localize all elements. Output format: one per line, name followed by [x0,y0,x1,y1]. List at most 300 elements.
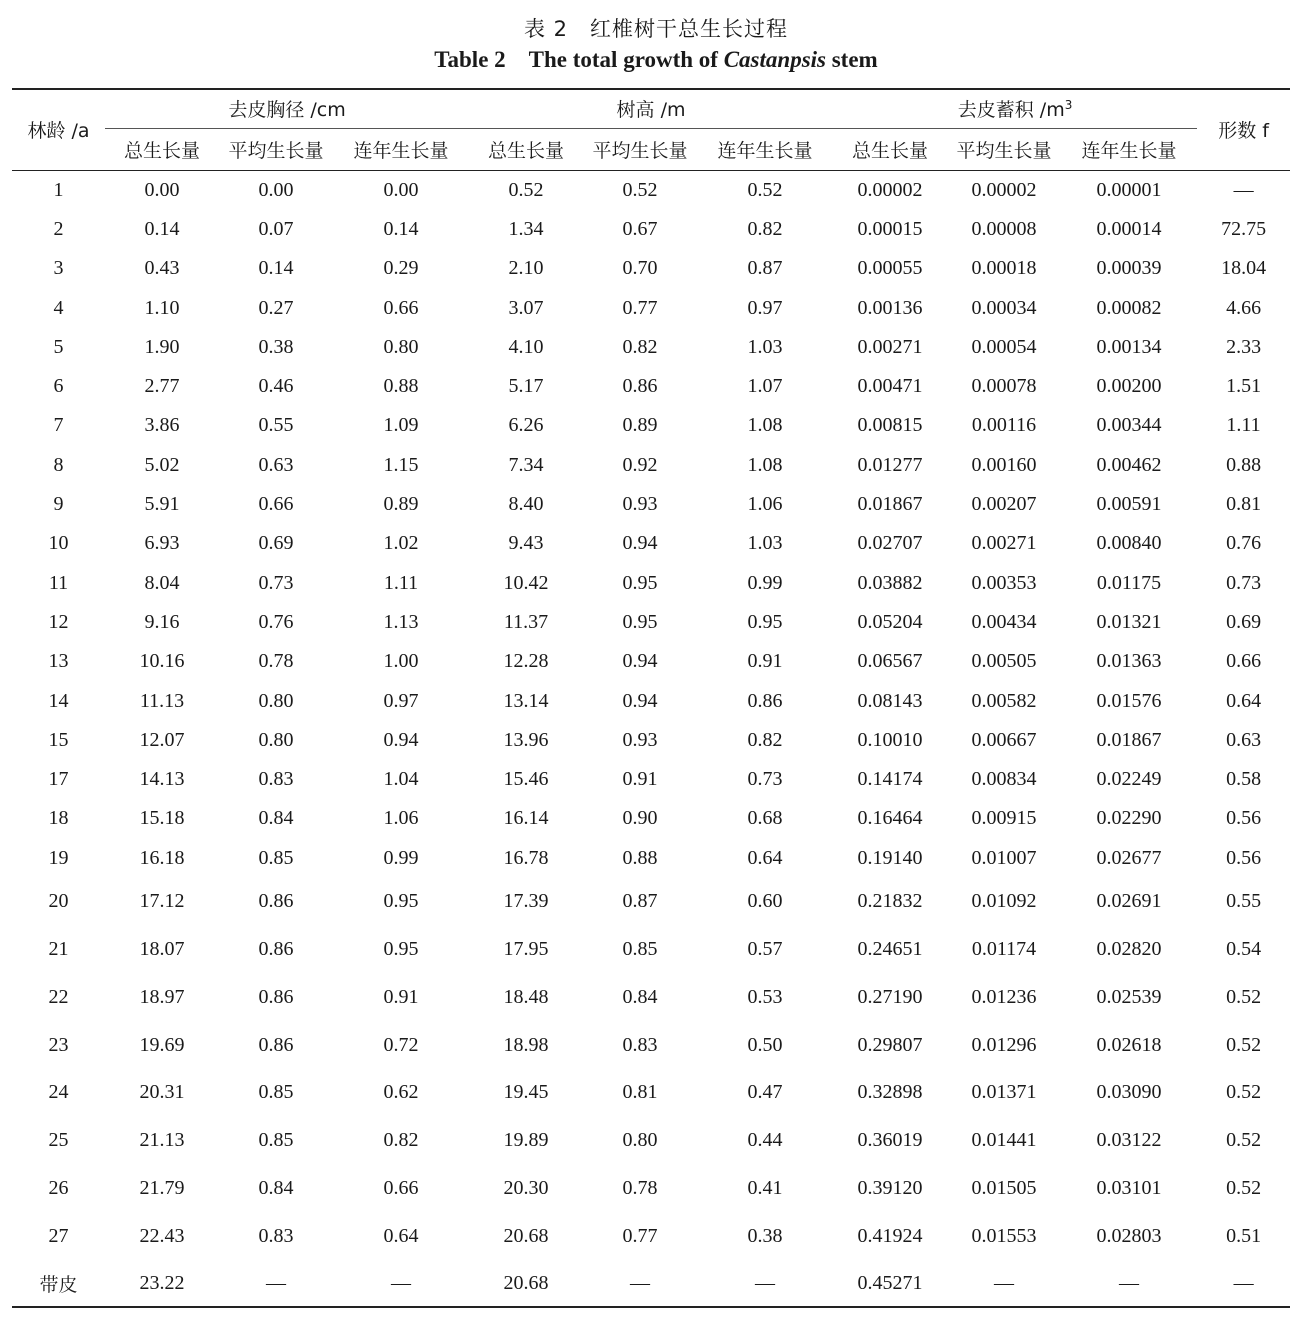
table-title-en [0,45,1312,75]
header-volume-superscript: 3 [1064,98,1073,113]
cell-volume-mean: 0.00207 [971,493,1037,516]
cell-dbh-mean: 0.14 [258,257,294,280]
cell-dbh-annual: 0.62 [383,1081,419,1104]
cell-form-factor: 0.52 [1226,1177,1262,1200]
cell-volume-mean: 0.00034 [971,296,1037,319]
cell-height-mean: 0.93 [622,493,658,516]
cell-dbh-mean: 0.86 [258,890,294,913]
cell-volume-total: 0.00136 [857,296,923,319]
cell-dbh-total: 12.07 [139,728,185,751]
cell-volume-mean: 0.00505 [971,650,1037,673]
cell-age: 带皮 [39,1273,78,1296]
cell-height-total: 6.26 [508,414,544,437]
cell-dbh-total: 0.14 [144,217,180,240]
cell-volume-total: 0.14174 [857,768,923,791]
cell-dbh-total: 23.22 [139,1271,185,1294]
cell-form-factor: 1.51 [1226,375,1262,398]
cell-dbh-annual: 1.13 [383,610,419,633]
cell-height-mean: 0.83 [622,1033,658,1056]
header-volume-label: 去皮蓄积 /m [957,99,1065,122]
cell-form-factor: 0.51 [1226,1224,1262,1247]
cell-dbh-total: 1.10 [144,296,180,319]
cell-dbh-mean: 0.83 [258,1224,294,1247]
cell-volume-annual: 0.03101 [1096,1177,1162,1200]
cell-volume-annual: 0.00840 [1096,532,1162,555]
cell-dbh-annual: 0.00 [383,178,419,201]
cell-dbh-total: 3.86 [144,414,180,437]
cell-age: 5 [53,335,64,358]
cell-age: 6 [53,375,64,398]
cell-volume-mean: 0.00915 [971,807,1037,830]
cell-dbh-annual: 1.02 [383,532,419,555]
cell-form-factor: 0.54 [1226,938,1262,961]
cell-dbh-annual: — [391,1271,412,1294]
cell-dbh-mean: 0.63 [258,453,294,476]
cell-height-total: 20.68 [503,1271,549,1294]
cell-height-mean: 0.86 [622,375,658,398]
cell-form-factor: 0.55 [1226,890,1262,913]
cell-height-mean: 0.92 [622,453,658,476]
cell-dbh-total: 19.69 [139,1033,185,1056]
cell-volume-mean: — [994,1271,1015,1294]
cell-volume-annual: 0.00082 [1096,296,1162,319]
cell-volume-total: 0.39120 [857,1177,923,1200]
cell-dbh-annual: 0.80 [383,335,419,358]
table-row [12,524,1290,563]
cell-form-factor: 0.66 [1226,650,1262,673]
cell-form-factor: 0.56 [1226,807,1262,830]
cell-dbh-mean: 0.85 [258,1081,294,1104]
cell-height-annual: 0.87 [747,257,783,280]
table-row [12,1165,1290,1213]
cell-volume-total: 0.29807 [857,1033,923,1056]
cell-dbh-annual: 1.04 [383,768,419,791]
cell-volume-total: 0.00271 [857,335,923,358]
cell-volume-mean: 0.00002 [971,178,1037,201]
cell-age: 8 [53,453,64,476]
cell-dbh-total: 6.93 [144,532,180,555]
cell-volume-total: 0.24651 [857,938,923,961]
cell-volume-total: 0.41924 [857,1224,923,1247]
cell-height-annual: 0.97 [747,296,783,319]
cell-dbh-mean: 0.38 [258,335,294,358]
table-row [12,926,1290,974]
cell-height-annual: 0.47 [747,1081,783,1104]
cell-volume-total: 0.03882 [857,571,923,594]
cell-volume-total: 0.08143 [857,689,923,712]
cell-form-factor: 18.04 [1221,257,1267,280]
table-row [12,563,1290,602]
cell-height-total: 12.28 [503,650,549,673]
cell-form-factor: 0.52 [1226,1081,1262,1104]
cell-volume-total: 0.00002 [857,178,923,201]
cell-height-mean: 0.94 [622,650,658,673]
cell-dbh-mean: 0.46 [258,375,294,398]
cell-volume-annual: 0.00039 [1096,257,1162,280]
cell-age: 22 [48,985,69,1008]
table-row [12,681,1290,720]
cell-height-annual: 1.08 [747,414,783,437]
cell-form-factor: 0.58 [1226,768,1262,791]
cell-height-mean: 0.81 [622,1081,658,1104]
cell-dbh-annual: 0.95 [383,890,419,913]
cell-height-total: 18.48 [503,985,549,1008]
cell-height-total: 2.10 [508,257,544,280]
cell-height-total: 17.39 [503,890,549,913]
cell-dbh-annual: 0.29 [383,257,419,280]
table-row [12,288,1290,327]
cell-volume-mean: 0.01371 [971,1081,1037,1104]
cell-volume-annual: 0.01175 [1096,571,1162,594]
cell-dbh-mean: 0.83 [258,768,294,791]
cell-height-annual: 0.38 [747,1224,783,1247]
cell-volume-mean: 0.00078 [971,375,1037,398]
cell-dbh-annual: 0.66 [383,296,419,319]
cell-dbh-annual: 0.91 [383,985,419,1008]
cell-volume-annual: 0.00200 [1096,375,1162,398]
table-title-en-prefix: Table 2 The total growth of [434,47,724,72]
cell-volume-annual: 0.01321 [1096,610,1162,633]
cell-dbh-total: 15.18 [139,807,185,830]
cell-volume-mean: 0.01092 [971,890,1037,913]
cell-height-total: 10.42 [503,571,549,594]
table-row [12,249,1290,288]
cell-volume-total: 0.36019 [857,1129,923,1152]
cell-form-factor: 0.73 [1226,571,1262,594]
header-dbh-group: 去皮胸径 /cm [105,89,469,128]
table-row [12,328,1290,367]
header-height-group: 树高 /m [469,89,833,128]
cell-volume-total: 0.45271 [857,1271,923,1294]
cell-height-total: 15.46 [503,768,549,791]
header-sub-height-annual: 连年生长量 [697,128,833,170]
cell-age: 14 [48,689,69,712]
cell-age: 21 [48,938,69,961]
cell-age: 19 [48,846,69,869]
cell-dbh-total: 0.00 [144,178,180,201]
cell-age: 18 [48,807,69,830]
cell-volume-annual: 0.00001 [1096,178,1162,201]
cell-age: 15 [48,728,69,751]
cell-volume-mean: 0.01441 [971,1129,1037,1152]
cell-form-factor: — [1233,1271,1254,1294]
table-row [12,210,1290,249]
cell-form-factor: 1.11 [1226,414,1261,437]
cell-height-annual: 0.82 [747,728,783,751]
header-sub-dbh-mean: 平均生长量 [219,128,333,170]
cell-height-annual: 0.52 [747,178,783,201]
cell-dbh-mean: 0.27 [258,296,294,319]
table-row [12,1212,1290,1260]
cell-height-annual: 1.03 [747,532,783,555]
cell-height-annual: 0.44 [747,1129,783,1152]
cell-height-mean: 0.84 [622,985,658,1008]
cell-dbh-annual: 1.09 [383,414,419,437]
cell-volume-annual: 0.02803 [1096,1224,1162,1247]
table-row [12,406,1290,445]
cell-dbh-annual: 0.99 [383,846,419,869]
cell-dbh-total: 9.16 [144,610,180,633]
cell-age: 10 [48,532,69,555]
cell-height-total: 11.37 [503,610,549,633]
table-title-cn: 表 2 红椎树干总生长过程 [523,17,789,41]
cell-volume-annual: 0.02691 [1096,890,1162,913]
cell-age: 12 [48,610,69,633]
cell-height-total: 13.96 [503,728,549,751]
cell-volume-mean: 0.01296 [971,1033,1037,1056]
cell-form-factor: 0.69 [1226,610,1262,633]
cell-age: 2 [53,217,64,240]
cell-dbh-total: 5.91 [144,493,180,516]
cell-volume-total: 0.21832 [857,890,923,913]
cell-dbh-total: 18.07 [139,938,185,961]
cell-dbh-mean: 0.69 [258,532,294,555]
cell-height-total: 19.89 [503,1129,549,1152]
cell-dbh-annual: 0.94 [383,728,419,751]
cell-dbh-annual: 0.14 [383,217,419,240]
table-row [12,973,1290,1021]
cell-height-total: 18.98 [503,1033,549,1056]
cell-dbh-annual: 0.88 [383,375,419,398]
cell-age: 23 [48,1033,69,1056]
cell-height-annual: 0.82 [747,217,783,240]
cell-height-mean: 0.78 [622,1177,658,1200]
cell-dbh-mean: 0.86 [258,938,294,961]
cell-volume-annual: 0.02820 [1096,938,1162,961]
cell-form-factor: 72.75 [1221,217,1267,240]
cell-height-annual: 0.99 [747,571,783,594]
cell-height-annual: 0.73 [747,768,783,791]
cell-dbh-total: 21.13 [139,1129,185,1152]
cell-volume-mean: 0.00353 [971,571,1037,594]
cell-volume-total: 0.06567 [857,650,923,673]
header-sub-dbh-annual: 连年生长量 [333,128,469,170]
cell-height-total: 9.43 [508,532,544,555]
table-caption [0,16,1312,75]
cell-dbh-mean: 0.66 [258,493,294,516]
cell-dbh-total: 17.12 [139,890,185,913]
cell-form-factor: 0.52 [1226,985,1262,1008]
cell-height-total: 7.34 [508,453,544,476]
cell-height-mean: 0.88 [622,846,658,869]
cell-height-mean: 0.90 [622,807,658,830]
cell-volume-total: 0.00055 [857,257,923,280]
cell-form-factor: 0.52 [1226,1033,1262,1056]
cell-dbh-total: 1.90 [144,335,180,358]
cell-volume-mean: 0.00582 [971,689,1037,712]
cell-age: 25 [48,1129,69,1152]
cell-height-total: 3.07 [508,296,544,319]
cell-height-annual: 0.41 [747,1177,783,1200]
table-row [12,170,1290,210]
cell-form-factor: 0.52 [1226,1129,1262,1152]
cell-age: 13 [48,650,69,673]
cell-dbh-annual: 0.89 [383,493,419,516]
cell-volume-annual: 0.00344 [1096,414,1162,437]
cell-height-total: 20.30 [503,1177,549,1200]
header-age: 林龄 /a [12,89,105,170]
cell-age: 17 [48,768,69,791]
cell-form-factor: 2.33 [1226,335,1262,358]
cell-age: 26 [48,1177,69,1200]
table-row [12,367,1290,406]
cell-height-mean: 0.82 [622,335,658,358]
cell-volume-annual: 0.02539 [1096,985,1162,1008]
cell-dbh-annual: 0.64 [383,1224,419,1247]
cell-height-mean: 0.80 [622,1129,658,1152]
cell-dbh-mean: 0.86 [258,1033,294,1056]
cell-height-annual: 0.95 [747,610,783,633]
header-sub-height-mean: 平均生长量 [583,128,697,170]
cell-dbh-annual: 1.15 [383,453,419,476]
cell-dbh-total: 11.13 [139,689,185,712]
cell-volume-total: 0.10010 [857,728,923,751]
cell-volume-mean: 0.00434 [971,610,1037,633]
cell-volume-annual: 0.00462 [1096,453,1162,476]
cell-dbh-total: 22.43 [139,1224,185,1247]
cell-height-mean: 0.94 [622,689,658,712]
cell-height-annual: 1.08 [747,453,783,476]
cell-volume-mean: 0.00271 [971,532,1037,555]
cell-dbh-mean: 0.00 [258,178,294,201]
header-form-factor: 形数 f [1197,89,1290,170]
cell-age: 4 [53,296,64,319]
cell-dbh-total: 5.02 [144,453,180,476]
cell-dbh-mean: 0.84 [258,807,294,830]
cell-volume-mean: 0.01174 [971,938,1037,961]
cell-dbh-annual: 0.66 [383,1177,419,1200]
header-row-sub [12,128,1290,170]
cell-height-annual: 1.06 [747,493,783,516]
cell-dbh-total: 8.04 [144,571,180,594]
table-row [12,1260,1290,1307]
header-sub-volume-total: 总生长量 [833,128,947,170]
cell-volume-annual: 0.03090 [1096,1081,1162,1104]
table-title-en-species: Castanpsis [723,47,826,72]
cell-age: 27 [48,1224,69,1247]
cell-dbh-mean: 0.80 [258,728,294,751]
header-sub-volume-mean: 平均生长量 [947,128,1061,170]
cell-height-annual: 0.53 [747,985,783,1008]
cell-volume-total: 0.16464 [857,807,923,830]
cell-volume-mean: 0.00667 [971,728,1037,751]
cell-dbh-total: 21.79 [139,1177,185,1200]
cell-dbh-annual: 0.72 [383,1033,419,1056]
table-row [12,642,1290,681]
cell-height-annual: — [755,1271,776,1294]
cell-dbh-total: 16.18 [139,846,185,869]
header-row-groups [12,89,1290,128]
cell-height-total: 1.34 [508,217,544,240]
cell-height-total: 16.78 [503,846,549,869]
cell-height-mean: 0.77 [622,1224,658,1247]
cell-height-total: 17.95 [503,938,549,961]
cell-height-annual: 0.86 [747,689,783,712]
cell-form-factor: 0.88 [1226,453,1262,476]
cell-height-annual: 1.07 [747,375,783,398]
cell-dbh-mean: 0.73 [258,571,294,594]
cell-age: 7 [53,414,64,437]
cell-volume-annual: 0.00014 [1096,217,1162,240]
cell-form-factor: — [1233,178,1254,201]
cell-volume-annual: 0.01576 [1096,689,1162,712]
table-row [12,799,1290,838]
cell-dbh-total: 2.77 [144,375,180,398]
cell-age: 3 [53,257,64,280]
cell-volume-annual: — [1119,1271,1140,1294]
cell-form-factor: 4.66 [1226,296,1262,319]
cell-height-mean: 0.77 [622,296,658,319]
cell-volume-total: 0.00471 [857,375,923,398]
cell-volume-annual: 0.03122 [1096,1129,1162,1152]
cell-dbh-mean: 0.78 [258,650,294,673]
cell-volume-mean: 0.01007 [971,846,1037,869]
cell-volume-total: 0.02707 [857,532,923,555]
cell-age: 11 [48,571,69,594]
cell-form-factor: 0.64 [1226,689,1262,712]
cell-volume-mean: 0.00054 [971,335,1037,358]
header-sub-dbh-total: 总生长量 [105,128,219,170]
cell-dbh-total: 0.43 [144,257,180,280]
cell-age: 24 [48,1081,69,1104]
table-row [12,1021,1290,1069]
cell-volume-total: 0.00815 [857,414,923,437]
cell-dbh-mean: 0.80 [258,689,294,712]
cell-dbh-mean: 0.85 [258,846,294,869]
table-row [12,721,1290,760]
cell-dbh-annual: 0.97 [383,689,419,712]
cell-volume-annual: 0.02249 [1096,768,1162,791]
cell-volume-annual: 0.02618 [1096,1033,1162,1056]
cell-volume-annual: 0.01867 [1096,728,1162,751]
header-sub-height-total: 总生长量 [469,128,583,170]
cell-height-mean: 0.89 [622,414,658,437]
cell-volume-total: 0.27190 [857,985,923,1008]
cell-height-mean: 0.70 [622,257,658,280]
cell-height-total: 13.14 [503,689,549,712]
cell-volume-mean: 0.00160 [971,453,1037,476]
cell-volume-total: 0.00015 [857,217,923,240]
cell-height-total: 19.45 [503,1081,549,1104]
cell-volume-annual: 0.00591 [1096,493,1162,516]
cell-dbh-annual: 1.06 [383,807,419,830]
cell-height-mean: 0.67 [622,217,658,240]
cell-volume-annual: 0.02290 [1096,807,1162,830]
cell-dbh-mean: — [266,1271,286,1294]
cell-dbh-total: 14.13 [139,768,185,791]
header-sub-volume-annual: 连年生长量 [1061,128,1197,170]
table-row [12,1069,1290,1117]
cell-height-annual: 0.60 [747,890,783,913]
cell-volume-total: 0.32898 [857,1081,923,1104]
cell-dbh-total: 20.31 [139,1081,185,1104]
cell-height-annual: 0.91 [747,650,783,673]
cell-dbh-annual: 1.00 [383,650,419,673]
cell-form-factor: 0.76 [1226,532,1262,555]
cell-height-mean: 0.91 [622,768,658,791]
cell-dbh-mean: 0.07 [258,217,294,240]
table-row [12,446,1290,485]
table-title-en-suffix: stem [825,47,878,72]
cell-volume-total: 0.01867 [857,493,923,516]
cell-dbh-mean: 0.84 [258,1177,294,1200]
cell-dbh-mean: 0.55 [258,414,294,437]
cell-age: 1 [53,178,64,201]
cell-volume-total: 0.01277 [857,453,923,476]
cell-dbh-mean: 0.85 [258,1129,294,1152]
cell-height-mean: 0.93 [622,728,658,751]
cell-height-annual: 0.57 [747,938,783,961]
